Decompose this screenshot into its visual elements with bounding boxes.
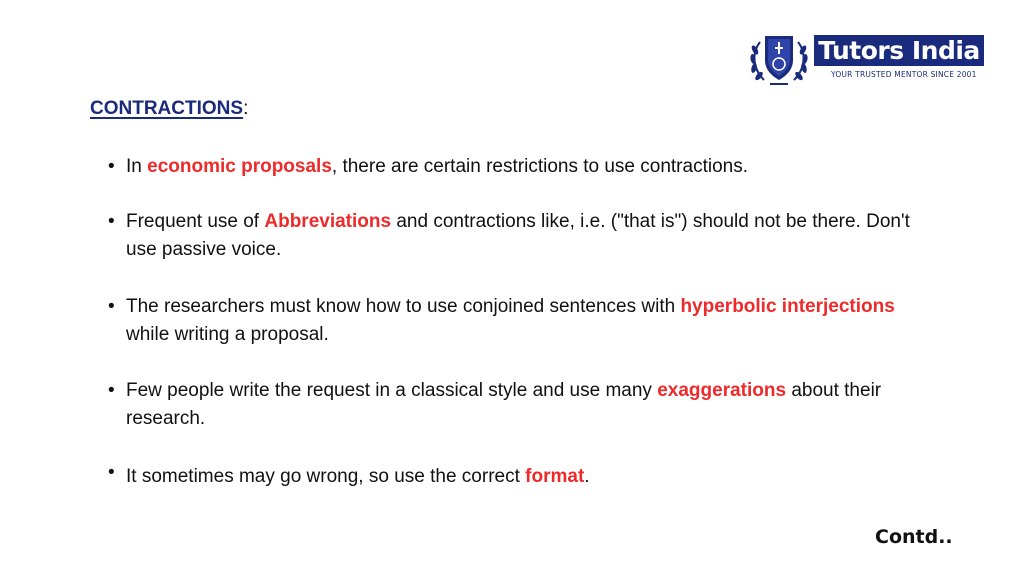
bullet-highlight: hyperbolic interjections: [680, 296, 895, 317]
bullet-text-before: Frequent use of: [126, 211, 265, 232]
brand-name: Tutors India: [818, 36, 980, 65]
bullet-text-after: .: [584, 466, 590, 487]
bullet-text-after: and contractions like, i.e. ("that is") should not be there. Don't use passive voice.: [126, 211, 910, 260]
bullet-text-after: while writing a proposal.: [126, 324, 329, 345]
bullet-highlight: exaggerations: [657, 380, 787, 401]
brand-banner: [814, 35, 984, 66]
tutors-india-logo: [748, 30, 986, 86]
bullet-dot-icon: •: [108, 462, 115, 483]
heading-text: CONTRACTIONS: [90, 98, 244, 119]
bullet-dot-icon: •: [108, 156, 115, 177]
bullet-text: [126, 293, 926, 349]
bullet-text: [126, 463, 926, 491]
bullet-text-before: In: [126, 156, 148, 177]
heading-colon: :: [243, 98, 249, 119]
section-heading: [90, 98, 248, 120]
bullet-dot-icon: •: [108, 296, 115, 317]
laurel-crest-icon: [748, 30, 810, 86]
bullet-text: [126, 208, 926, 264]
bullet-dot-icon: •: [108, 380, 115, 401]
brand-tagline: YOUR TRUSTED MENTOR SINCE 2001: [831, 70, 977, 79]
bullet-text: [126, 153, 926, 181]
bullet-text-after: , there are certain restrictions to use contractions.: [331, 156, 748, 177]
bullet-text-after: about their research.: [126, 380, 882, 429]
bullet-text-before: The researchers must know how to use conjoined sentences with: [126, 296, 681, 317]
bullet-highlight: format: [525, 466, 585, 487]
bullet-highlight: economic proposals: [147, 156, 332, 177]
bullet-dot-icon: •: [108, 211, 115, 232]
continued-label: Contd..: [875, 526, 953, 548]
bullet-text-before: Few people write the request in a classical style and use many: [126, 380, 658, 401]
bullet-text: [126, 377, 926, 433]
bullet-highlight: Abbreviations: [264, 211, 392, 232]
bullet-text-before: It sometimes may go wrong, so use the correct: [126, 466, 526, 487]
